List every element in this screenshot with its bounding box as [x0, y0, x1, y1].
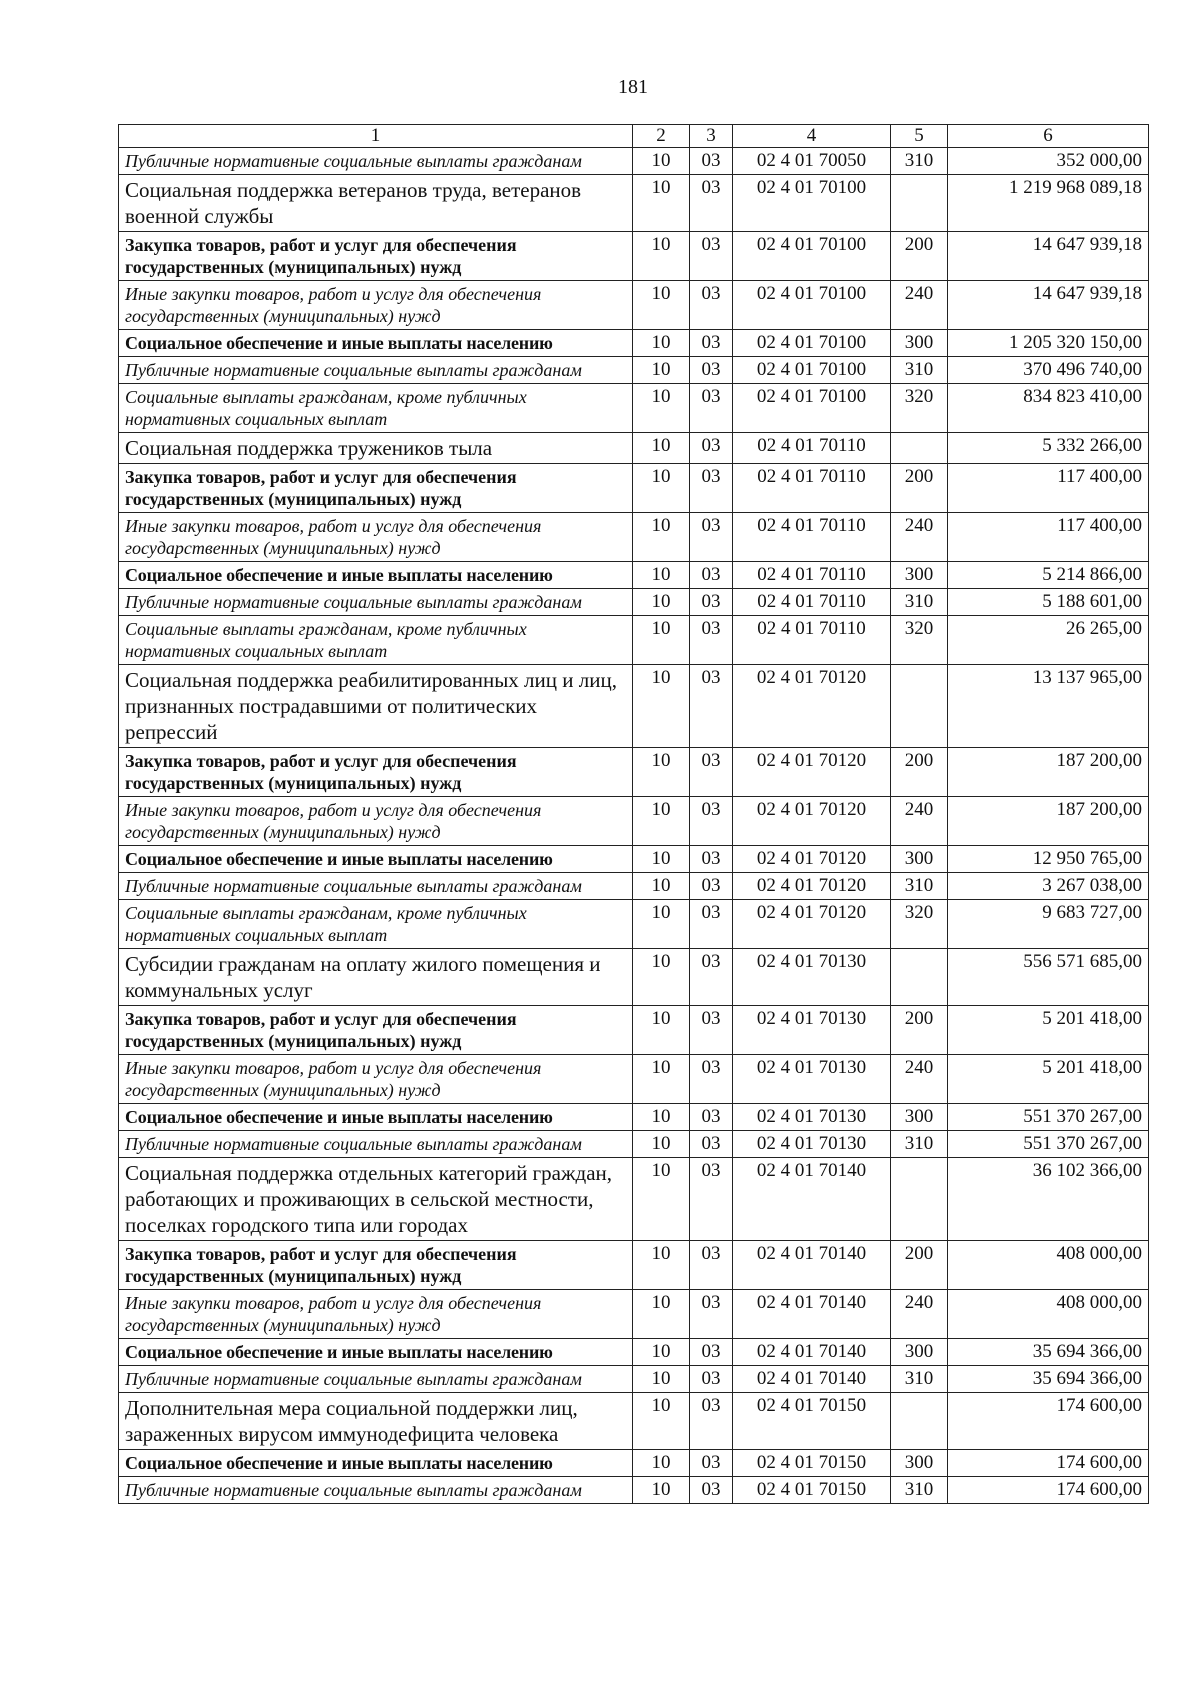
target-article-cell: 02 4 01 70050 [733, 148, 891, 175]
row-name-cell: Иные закупки товаров, работ и услуг для обеспечения государственных (муниципальных) нужд [119, 513, 633, 562]
budget-table [118, 124, 1149, 1504]
table-row [119, 797, 1149, 846]
section-code-cell: 10 [633, 1158, 690, 1241]
table-row [119, 175, 1149, 232]
amount-cell: 352 000,00 [948, 148, 1149, 175]
expense-type-cell: 310 [891, 1477, 948, 1504]
expense-type-cell: 300 [891, 1104, 948, 1131]
target-article-cell: 02 4 01 70100 [733, 357, 891, 384]
section-code-cell: 10 [633, 464, 690, 513]
section-code-cell: 10 [633, 665, 690, 748]
section-code-cell: 10 [633, 748, 690, 797]
table-row [119, 1393, 1149, 1450]
expense-type-cell [891, 949, 948, 1006]
table-row [119, 148, 1149, 175]
expense-type-cell: 320 [891, 900, 948, 949]
target-article-cell: 02 4 01 70100 [733, 232, 891, 281]
subsection-code-cell: 03 [690, 1393, 733, 1450]
row-name-cell: Закупка товаров, работ и услуг для обеспечения государственных (муниципальных) нужд [119, 464, 633, 513]
expense-type-cell: 300 [891, 330, 948, 357]
row-name-cell: Иные закупки товаров, работ и услуг для обеспечения государственных (муниципальных) нужд [119, 1290, 633, 1339]
expense-type-cell [891, 665, 948, 748]
row-name-cell: Дополнительная мера социальной поддержки лиц, зараженных вирусом иммунодефицита человека [119, 1393, 633, 1450]
row-name-cell: Иные закупки товаров, работ и услуг для обеспечения государственных (муниципальных) нужд [119, 1055, 633, 1104]
subsection-code-cell: 03 [690, 148, 733, 175]
table-body [119, 148, 1149, 1504]
row-name-cell: Социальные выплаты гражданам, кроме публичных нормативных социальных выплат [119, 384, 633, 433]
row-name-cell: Иные закупки товаров, работ и услуг для обеспечения государственных (муниципальных) нужд [119, 281, 633, 330]
section-code-cell: 10 [633, 232, 690, 281]
row-name-cell: Социальное обеспечение и иные выплаты населению [119, 1104, 633, 1131]
amount-cell: 5 332 266,00 [948, 433, 1149, 464]
target-article-cell: 02 4 01 70140 [733, 1158, 891, 1241]
row-name-cell: Публичные нормативные социальные выплаты гражданам [119, 1366, 633, 1393]
row-name-cell: Социальное обеспечение и иные выплаты населению [119, 330, 633, 357]
table-row [119, 281, 1149, 330]
table-row [119, 1158, 1149, 1241]
amount-cell: 370 496 740,00 [948, 357, 1149, 384]
section-code-cell: 10 [633, 1450, 690, 1477]
subsection-code-cell: 03 [690, 1339, 733, 1366]
table-row [119, 1477, 1149, 1504]
section-code-cell: 10 [633, 846, 690, 873]
subsection-code-cell: 03 [690, 797, 733, 846]
table-row [119, 748, 1149, 797]
section-code-cell: 10 [633, 1131, 690, 1158]
target-article-cell: 02 4 01 70110 [733, 616, 891, 665]
subsection-code-cell: 03 [690, 330, 733, 357]
subsection-code-cell: 03 [690, 873, 733, 900]
amount-cell: 5 188 601,00 [948, 589, 1149, 616]
subsection-code-cell: 03 [690, 748, 733, 797]
table-row [119, 513, 1149, 562]
subsection-code-cell: 03 [690, 433, 733, 464]
amount-cell: 5 201 418,00 [948, 1055, 1149, 1104]
section-code-cell: 10 [633, 1477, 690, 1504]
amount-cell: 35 694 366,00 [948, 1339, 1149, 1366]
amount-cell: 12 950 765,00 [948, 846, 1149, 873]
target-article-cell: 02 4 01 70130 [733, 1006, 891, 1055]
row-name-cell: Социальная поддержка отдельных категорий граждан, работающих и проживающих в сельской местности, поселках городского типа или городах [119, 1158, 633, 1241]
subsection-code-cell: 03 [690, 281, 733, 330]
header-row [119, 125, 1149, 148]
target-article-cell: 02 4 01 70140 [733, 1339, 891, 1366]
target-article-cell: 02 4 01 70130 [733, 1104, 891, 1131]
amount-cell: 14 647 939,18 [948, 281, 1149, 330]
target-article-cell: 02 4 01 70100 [733, 175, 891, 232]
target-article-cell: 02 4 01 70120 [733, 846, 891, 873]
subsection-code-cell: 03 [690, 464, 733, 513]
expense-type-cell: 310 [891, 357, 948, 384]
table-row [119, 357, 1149, 384]
expense-type-cell: 240 [891, 513, 948, 562]
row-name-cell: Социальная поддержка реабилитированных лиц и лиц, признанных пострадавшими от политических репрессий [119, 665, 633, 748]
table-row [119, 1450, 1149, 1477]
section-code-cell: 10 [633, 330, 690, 357]
column-header-6: 6 [948, 125, 1149, 148]
expense-type-cell [891, 1393, 948, 1450]
expense-type-cell: 310 [891, 1131, 948, 1158]
amount-cell: 1 219 968 089,18 [948, 175, 1149, 232]
subsection-code-cell: 03 [690, 1477, 733, 1504]
amount-cell: 408 000,00 [948, 1241, 1149, 1290]
subsection-code-cell: 03 [690, 1158, 733, 1241]
row-name-cell: Субсидии гражданам на оплату жилого помещения и коммунальных услуг [119, 949, 633, 1006]
amount-cell: 3 267 038,00 [948, 873, 1149, 900]
target-article-cell: 02 4 01 70150 [733, 1393, 891, 1450]
subsection-code-cell: 03 [690, 665, 733, 748]
expense-type-cell: 200 [891, 464, 948, 513]
amount-cell: 551 370 267,00 [948, 1131, 1149, 1158]
subsection-code-cell: 03 [690, 1450, 733, 1477]
page-number: 181 [618, 76, 648, 98]
table-row [119, 330, 1149, 357]
subsection-code-cell: 03 [690, 589, 733, 616]
table-row [119, 949, 1149, 1006]
row-name-cell: Публичные нормативные социальные выплаты гражданам [119, 357, 633, 384]
expense-type-cell: 200 [891, 1006, 948, 1055]
section-code-cell: 10 [633, 616, 690, 665]
amount-cell: 174 600,00 [948, 1393, 1149, 1450]
target-article-cell: 02 4 01 70120 [733, 900, 891, 949]
section-code-cell: 10 [633, 797, 690, 846]
target-article-cell: 02 4 01 70110 [733, 562, 891, 589]
expense-type-cell: 310 [891, 873, 948, 900]
table-row [119, 1104, 1149, 1131]
expense-type-cell: 240 [891, 1290, 948, 1339]
table-row [119, 846, 1149, 873]
subsection-code-cell: 03 [690, 513, 733, 562]
amount-cell: 187 200,00 [948, 748, 1149, 797]
section-code-cell: 10 [633, 1006, 690, 1055]
amount-cell: 26 265,00 [948, 616, 1149, 665]
row-name-cell: Социальное обеспечение и иные выплаты населению [119, 1339, 633, 1366]
row-name-cell: Социальное обеспечение и иные выплаты населению [119, 846, 633, 873]
row-name-cell: Социальное обеспечение и иные выплаты населению [119, 1450, 633, 1477]
table-row [119, 1006, 1149, 1055]
amount-cell: 117 400,00 [948, 513, 1149, 562]
subsection-code-cell: 03 [690, 900, 733, 949]
target-article-cell: 02 4 01 70110 [733, 433, 891, 464]
table-row [119, 1241, 1149, 1290]
row-name-cell: Публичные нормативные социальные выплаты гражданам [119, 1131, 633, 1158]
section-code-cell: 10 [633, 1339, 690, 1366]
amount-cell: 117 400,00 [948, 464, 1149, 513]
row-name-cell: Закупка товаров, работ и услуг для обеспечения государственных (муниципальных) нужд [119, 1241, 633, 1290]
table-row [119, 1339, 1149, 1366]
expense-type-cell [891, 433, 948, 464]
amount-cell: 1 205 320 150,00 [948, 330, 1149, 357]
target-article-cell: 02 4 01 70150 [733, 1477, 891, 1504]
section-code-cell: 10 [633, 900, 690, 949]
subsection-code-cell: 03 [690, 1366, 733, 1393]
table-header [119, 125, 1149, 148]
expense-type-cell: 300 [891, 846, 948, 873]
table-row [119, 665, 1149, 748]
row-name-cell: Социальная поддержка тружеников тыла [119, 433, 633, 464]
target-article-cell: 02 4 01 70100 [733, 281, 891, 330]
row-name-cell: Социальное обеспечение и иные выплаты населению [119, 562, 633, 589]
target-article-cell: 02 4 01 70130 [733, 1131, 891, 1158]
amount-cell: 174 600,00 [948, 1450, 1149, 1477]
expense-type-cell: 310 [891, 148, 948, 175]
row-name-cell: Социальные выплаты гражданам, кроме публичных нормативных социальных выплат [119, 900, 633, 949]
table-row [119, 232, 1149, 281]
expense-type-cell: 310 [891, 589, 948, 616]
table-row [119, 464, 1149, 513]
subsection-code-cell: 03 [690, 949, 733, 1006]
section-code-cell: 10 [633, 357, 690, 384]
table-row [119, 433, 1149, 464]
section-code-cell: 10 [633, 1055, 690, 1104]
subsection-code-cell: 03 [690, 846, 733, 873]
subsection-code-cell: 03 [690, 232, 733, 281]
subsection-code-cell: 03 [690, 1055, 733, 1104]
section-code-cell: 10 [633, 1290, 690, 1339]
target-article-cell: 02 4 01 70110 [733, 589, 891, 616]
target-article-cell: 02 4 01 70100 [733, 330, 891, 357]
target-article-cell: 02 4 01 70130 [733, 1055, 891, 1104]
subsection-code-cell: 03 [690, 1104, 733, 1131]
target-article-cell: 02 4 01 70140 [733, 1241, 891, 1290]
section-code-cell: 10 [633, 1104, 690, 1131]
expense-type-cell [891, 1158, 948, 1241]
target-article-cell: 02 4 01 70120 [733, 748, 891, 797]
table-row [119, 900, 1149, 949]
table-row [119, 589, 1149, 616]
amount-cell: 408 000,00 [948, 1290, 1149, 1339]
amount-cell: 834 823 410,00 [948, 384, 1149, 433]
target-article-cell: 02 4 01 70130 [733, 949, 891, 1006]
row-name-cell: Публичные нормативные социальные выплаты гражданам [119, 148, 633, 175]
table-row [119, 616, 1149, 665]
table-row [119, 873, 1149, 900]
amount-cell: 9 683 727,00 [948, 900, 1149, 949]
amount-cell: 556 571 685,00 [948, 949, 1149, 1006]
row-name-cell: Социальные выплаты гражданам, кроме публичных нормативных социальных выплат [119, 616, 633, 665]
row-name-cell: Публичные нормативные социальные выплаты гражданам [119, 589, 633, 616]
subsection-code-cell: 03 [690, 1006, 733, 1055]
subsection-code-cell: 03 [690, 357, 733, 384]
section-code-cell: 10 [633, 384, 690, 433]
table-row [119, 1290, 1149, 1339]
expense-type-cell: 320 [891, 384, 948, 433]
column-header-4: 4 [733, 125, 891, 148]
table-row [119, 562, 1149, 589]
subsection-code-cell: 03 [690, 1131, 733, 1158]
amount-cell: 5 214 866,00 [948, 562, 1149, 589]
column-header-1: 1 [119, 125, 633, 148]
column-header-3: 3 [690, 125, 733, 148]
expense-type-cell: 240 [891, 797, 948, 846]
row-name-cell: Закупка товаров, работ и услуг для обеспечения государственных (муниципальных) нужд [119, 1006, 633, 1055]
target-article-cell: 02 4 01 70150 [733, 1450, 891, 1477]
expense-type-cell [891, 175, 948, 232]
section-code-cell: 10 [633, 589, 690, 616]
subsection-code-cell: 03 [690, 562, 733, 589]
section-code-cell: 10 [633, 148, 690, 175]
table-row [119, 1055, 1149, 1104]
section-code-cell: 10 [633, 1393, 690, 1450]
section-code-cell: 10 [633, 873, 690, 900]
expense-type-cell: 200 [891, 748, 948, 797]
target-article-cell: 02 4 01 70120 [733, 797, 891, 846]
column-header-5: 5 [891, 125, 948, 148]
section-code-cell: 10 [633, 1366, 690, 1393]
expense-type-cell: 200 [891, 1241, 948, 1290]
section-code-cell: 10 [633, 175, 690, 232]
subsection-code-cell: 03 [690, 1290, 733, 1339]
expense-type-cell: 240 [891, 1055, 948, 1104]
section-code-cell: 10 [633, 1241, 690, 1290]
expense-type-cell: 320 [891, 616, 948, 665]
subsection-code-cell: 03 [690, 616, 733, 665]
section-code-cell: 10 [633, 949, 690, 1006]
amount-cell: 14 647 939,18 [948, 232, 1149, 281]
amount-cell: 36 102 366,00 [948, 1158, 1149, 1241]
column-header-2: 2 [633, 125, 690, 148]
row-name-cell: Публичные нормативные социальные выплаты гражданам [119, 1477, 633, 1504]
target-article-cell: 02 4 01 70120 [733, 665, 891, 748]
expense-type-cell: 300 [891, 562, 948, 589]
target-article-cell: 02 4 01 70110 [733, 464, 891, 513]
section-code-cell: 10 [633, 281, 690, 330]
subsection-code-cell: 03 [690, 384, 733, 433]
target-article-cell: 02 4 01 70100 [733, 384, 891, 433]
target-article-cell: 02 4 01 70140 [733, 1366, 891, 1393]
expense-type-cell: 300 [891, 1450, 948, 1477]
amount-cell: 5 201 418,00 [948, 1006, 1149, 1055]
subsection-code-cell: 03 [690, 175, 733, 232]
row-name-cell: Закупка товаров, работ и услуг для обеспечения государственных (муниципальных) нужд [119, 748, 633, 797]
section-code-cell: 10 [633, 513, 690, 562]
amount-cell: 187 200,00 [948, 797, 1149, 846]
expense-type-cell: 300 [891, 1339, 948, 1366]
expense-type-cell: 240 [891, 281, 948, 330]
target-article-cell: 02 4 01 70140 [733, 1290, 891, 1339]
row-name-cell: Иные закупки товаров, работ и услуг для обеспечения государственных (муниципальных) нужд [119, 797, 633, 846]
subsection-code-cell: 03 [690, 1241, 733, 1290]
table-row [119, 384, 1149, 433]
target-article-cell: 02 4 01 70120 [733, 873, 891, 900]
expense-type-cell: 200 [891, 232, 948, 281]
target-article-cell: 02 4 01 70110 [733, 513, 891, 562]
expense-type-cell: 310 [891, 1366, 948, 1393]
section-code-cell: 10 [633, 433, 690, 464]
table-row [119, 1366, 1149, 1393]
table-row [119, 1131, 1149, 1158]
amount-cell: 551 370 267,00 [948, 1104, 1149, 1131]
section-code-cell: 10 [633, 562, 690, 589]
amount-cell: 174 600,00 [948, 1477, 1149, 1504]
row-name-cell: Закупка товаров, работ и услуг для обеспечения государственных (муниципальных) нужд [119, 232, 633, 281]
row-name-cell: Публичные нормативные социальные выплаты гражданам [119, 873, 633, 900]
row-name-cell: Социальная поддержка ветеранов труда, ветеранов военной службы [119, 175, 633, 232]
amount-cell: 13 137 965,00 [948, 665, 1149, 748]
amount-cell: 35 694 366,00 [948, 1366, 1149, 1393]
